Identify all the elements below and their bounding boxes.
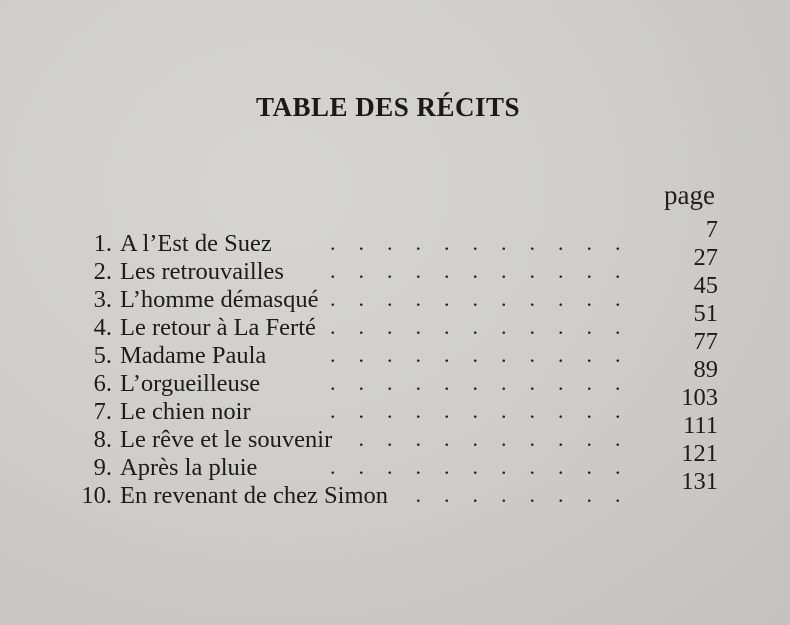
leader-dot: . xyxy=(501,426,507,451)
leader-dot: . xyxy=(615,230,621,255)
leader-dot: . xyxy=(501,258,507,283)
toc-entry-title: Le rêve et le souvenir xyxy=(120,426,333,453)
toc-entry-number: 6. xyxy=(93,370,112,397)
leader-dot: . xyxy=(615,454,621,479)
leader-dot: . xyxy=(529,370,535,395)
leader-dot: . xyxy=(529,426,535,451)
leader-dot: . xyxy=(472,230,478,255)
leader-dot: . xyxy=(529,286,535,311)
page-column-label: page xyxy=(664,180,715,210)
toc-entry-page: 89 xyxy=(693,356,718,383)
leader-dot: . xyxy=(586,370,592,395)
leader-dot: . xyxy=(501,342,507,367)
leader-dot: . xyxy=(444,230,450,255)
toc-entry-page: 77 xyxy=(693,328,718,355)
leader-dot: . xyxy=(529,258,535,283)
leader-dot: . xyxy=(472,258,478,283)
leader-dot: . xyxy=(444,426,450,451)
leader-dot: . xyxy=(387,314,393,339)
leader-dot: . xyxy=(415,370,421,395)
toc-entry-title: Après la pluie xyxy=(120,454,258,481)
leader-dot: . xyxy=(615,258,621,283)
toc-entry-number: 2. xyxy=(93,258,112,285)
toc-entry xyxy=(72,216,718,257)
toc-entry-page: 45 xyxy=(693,272,718,299)
leader-dot: . xyxy=(586,258,592,283)
dot-leader xyxy=(72,482,718,508)
leader-dot: . xyxy=(444,314,450,339)
leader-dot: . xyxy=(415,230,421,255)
leader-dot: . xyxy=(529,230,535,255)
leader-dot: . xyxy=(415,398,421,423)
leader-dot: . xyxy=(387,230,393,255)
leader-dot: . xyxy=(444,454,450,479)
leader-dot: . xyxy=(558,482,564,507)
toc-entry xyxy=(72,440,718,481)
toc-entry xyxy=(72,412,718,453)
toc-entry-title: L’orgueilleuse xyxy=(120,370,261,397)
leader-dot: . xyxy=(472,398,478,423)
leader-dot: . xyxy=(415,342,421,367)
leader-dot: . xyxy=(501,230,507,255)
leader-dot: . xyxy=(387,426,393,451)
toc-entry xyxy=(72,244,718,285)
toc-entry xyxy=(72,272,718,313)
leader-dot: . xyxy=(586,230,592,255)
leader-dot: . xyxy=(615,370,621,395)
leader-dot: . xyxy=(558,398,564,423)
leader-dot: . xyxy=(615,342,621,367)
leader-dot: . xyxy=(558,454,564,479)
table-of-contents xyxy=(72,216,718,509)
toc-entry xyxy=(72,468,718,509)
leader-dot: . xyxy=(586,342,592,367)
leader-dot: . xyxy=(529,314,535,339)
leader-dot: . xyxy=(444,258,450,283)
leader-dot: . xyxy=(472,314,478,339)
leader-dot: . xyxy=(330,230,336,255)
toc-entry-title: Les retrouvailles xyxy=(120,258,284,285)
leader-dot: . xyxy=(529,342,535,367)
toc-entry xyxy=(72,384,718,425)
leader-dot: . xyxy=(586,482,592,507)
leader-dot: . xyxy=(415,426,421,451)
toc-entry-number: 4. xyxy=(93,314,112,341)
leader-dot: . xyxy=(586,426,592,451)
leader-dot: . xyxy=(415,314,421,339)
leader-dot: . xyxy=(358,342,364,367)
leader-dot: . xyxy=(472,370,478,395)
toc-entry-page: 121 xyxy=(681,440,718,467)
toc-entry xyxy=(72,356,718,397)
leader-dot: . xyxy=(387,342,393,367)
leader-dot: . xyxy=(501,314,507,339)
leader-dot: . xyxy=(444,370,450,395)
leader-dot: . xyxy=(501,482,507,507)
leader-dot: . xyxy=(558,342,564,367)
leader-dot: . xyxy=(472,426,478,451)
toc-entry-title: Madame Paula xyxy=(120,342,267,369)
leader-dot: . xyxy=(586,398,592,423)
leader-dot: . xyxy=(501,454,507,479)
leader-dot: . xyxy=(615,286,621,311)
leader-dot: . xyxy=(558,230,564,255)
leader-dot: . xyxy=(586,314,592,339)
leader-dot: . xyxy=(472,342,478,367)
toc-entry-number: 1. xyxy=(93,230,112,257)
toc-entry-number: 10. xyxy=(81,482,112,509)
leader-dot: . xyxy=(444,482,450,507)
leader-dot: . xyxy=(558,426,564,451)
leader-dot: . xyxy=(586,286,592,311)
leader-dot: . xyxy=(330,286,336,311)
leader-dot: . xyxy=(330,398,336,423)
leader-dot: . xyxy=(529,482,535,507)
leader-dot: . xyxy=(387,286,393,311)
leader-dot: . xyxy=(358,314,364,339)
toc-entry xyxy=(72,300,718,341)
leader-dot: . xyxy=(529,398,535,423)
page-title: TABLE DES RÉCITS xyxy=(255,92,521,122)
toc-entry-title: En revenant de chez Simon xyxy=(120,482,389,509)
leader-dot: . xyxy=(472,482,478,507)
leader-dot: . xyxy=(558,258,564,283)
leader-dot: . xyxy=(330,342,336,367)
toc-entry-number: 8. xyxy=(93,426,112,453)
toc-entry-title: Le chien noir xyxy=(120,398,251,425)
toc-entry-title: L’homme démasqué xyxy=(120,286,319,313)
leader-dot: . xyxy=(387,258,393,283)
toc-entry-page: 51 xyxy=(693,300,718,327)
toc-entry-page: 27 xyxy=(693,244,718,271)
leader-dot: . xyxy=(558,286,564,311)
leader-dot: . xyxy=(529,454,535,479)
leader-dot: . xyxy=(387,370,393,395)
leader-dot: . xyxy=(358,426,364,451)
leader-dot: . xyxy=(358,398,364,423)
leader-dot: . xyxy=(586,454,592,479)
leader-dot: . xyxy=(330,454,336,479)
leader-dot: . xyxy=(558,370,564,395)
leader-dot: . xyxy=(415,482,421,507)
leader-dot: . xyxy=(358,258,364,283)
leader-dot: . xyxy=(472,286,478,311)
leader-dot: . xyxy=(444,342,450,367)
leader-dot: . xyxy=(615,482,621,507)
toc-entry-page: 111 xyxy=(683,412,718,439)
leader-dot: . xyxy=(387,398,393,423)
leader-dot: . xyxy=(444,286,450,311)
leader-dot: . xyxy=(330,370,336,395)
toc-entry-page: 7 xyxy=(705,216,718,243)
leader-dot: . xyxy=(444,398,450,423)
toc-entry-number: 3. xyxy=(93,286,112,313)
toc-entry-number: 5. xyxy=(93,342,112,369)
leader-dot: . xyxy=(330,258,336,283)
leader-dot: . xyxy=(615,398,621,423)
toc-entry-page: 103 xyxy=(681,384,718,411)
toc-entry-title: A l’Est de Suez xyxy=(120,230,272,257)
leader-dot: . xyxy=(358,454,364,479)
leader-dot: . xyxy=(558,314,564,339)
leader-dot: . xyxy=(415,286,421,311)
toc-entry-title: Le retour à La Ferté xyxy=(120,314,316,341)
leader-dot: . xyxy=(358,230,364,255)
toc-entry-number: 7. xyxy=(93,398,112,425)
leader-dot: . xyxy=(472,454,478,479)
leader-dot: . xyxy=(415,454,421,479)
leader-dot: . xyxy=(501,398,507,423)
leader-dot: . xyxy=(330,314,336,339)
leader-dot: . xyxy=(387,454,393,479)
leader-dot: . xyxy=(501,286,507,311)
toc-entry-number: 9. xyxy=(93,454,112,481)
toc-entry-page: 131 xyxy=(681,468,718,495)
leader-dot: . xyxy=(415,258,421,283)
leader-dot: . xyxy=(501,370,507,395)
leader-dot: . xyxy=(615,314,621,339)
toc-entry xyxy=(72,328,718,369)
leader-dot: . xyxy=(615,426,621,451)
leader-dot: . xyxy=(358,286,364,311)
leader-dot: . xyxy=(358,370,364,395)
